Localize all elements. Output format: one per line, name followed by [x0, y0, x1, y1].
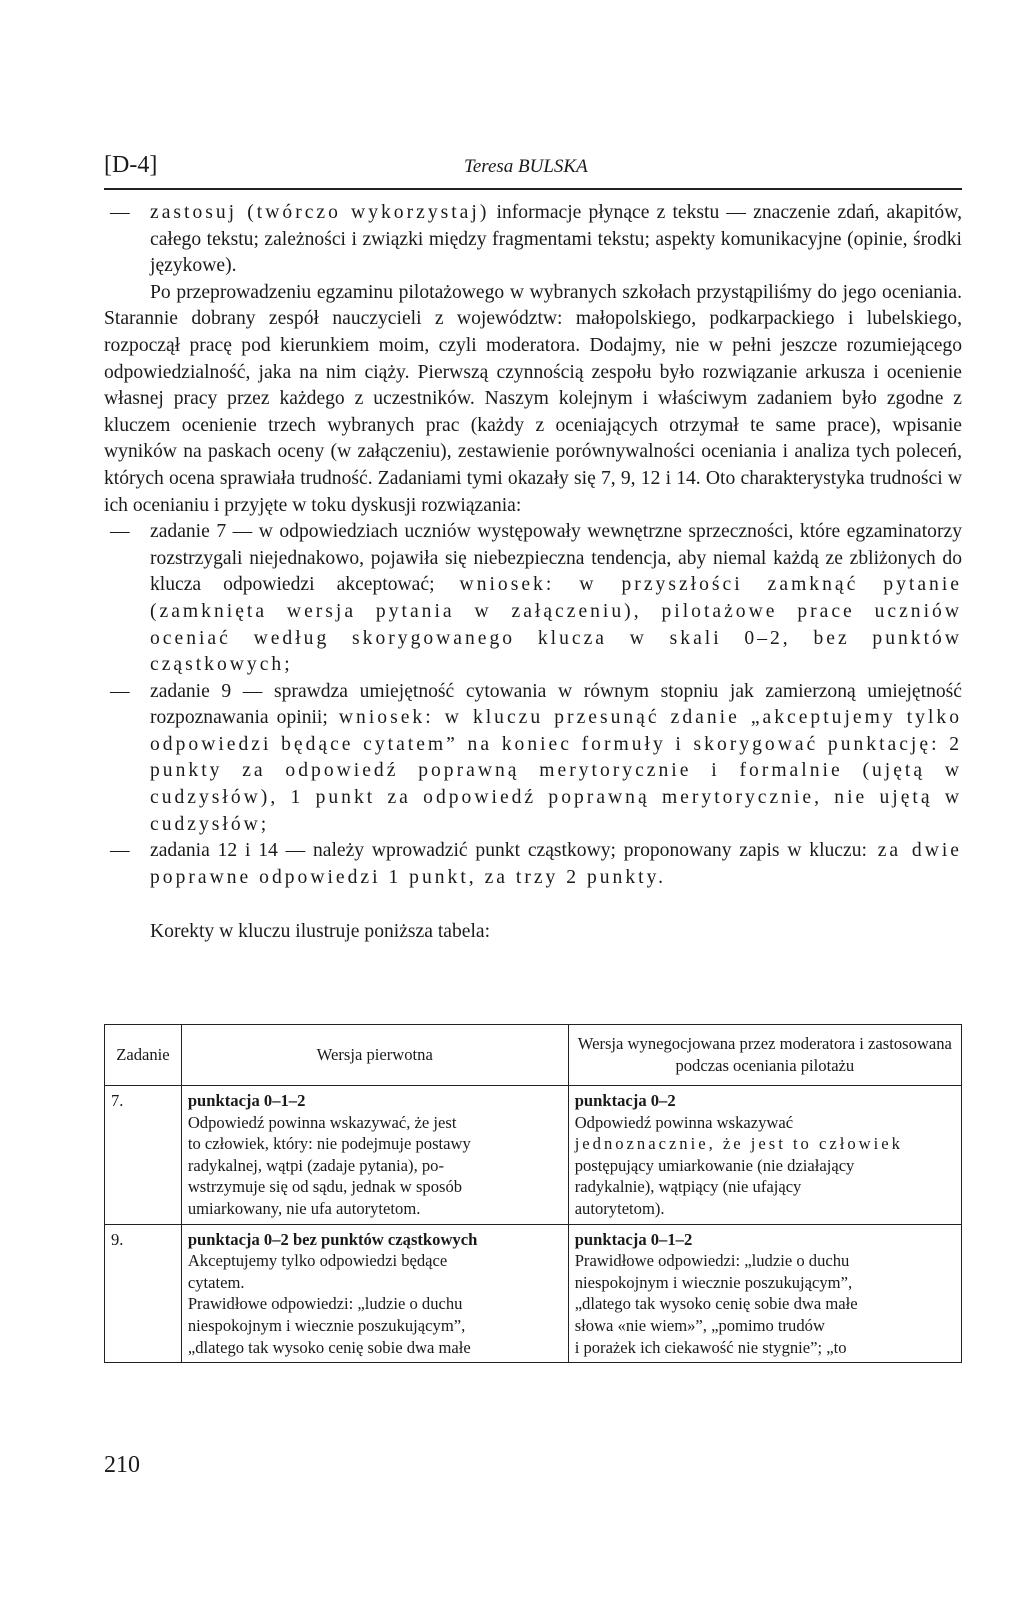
cell-line: jednoznacznie, że jest to człowiek	[574, 1134, 903, 1154]
cell-line: i porażek ich ciekawość nie stygnie”; „to	[574, 1337, 847, 1357]
bullet-item	[104, 679, 962, 839]
cell-zadanie: 9.	[105, 1224, 182, 1363]
bullet-dash: —	[110, 680, 130, 702]
cell-line: radykalnie), wątpiący (nie ufający	[574, 1177, 802, 1197]
cell-line: autorytetom).	[574, 1198, 665, 1218]
original-scoring: punktacja 0–1–2	[187, 1091, 306, 1110]
table-row	[105, 1086, 962, 1225]
cell-line: Odpowiedź powinna wskazywać	[574, 1112, 794, 1132]
cell-negotiated	[568, 1224, 961, 1363]
header-zadanie: Zadanie	[105, 1025, 182, 1086]
cell-line: niespokojnym i wiecznie poszukującym”,	[187, 1315, 466, 1335]
cell-line: słowa «nie wiem»”, „pomimo trudów	[574, 1315, 825, 1335]
cell-line: „dlatego tak wysoko cenię sobie dwa małe	[574, 1294, 858, 1314]
cell-line: postępujący umiarkowanie (nie działający	[574, 1155, 855, 1175]
cell-line: Akceptujemy tylko odpowiedzi będące	[187, 1251, 448, 1271]
negotiated-scoring: punktacja 0–2	[574, 1091, 676, 1110]
cell-line: Prawidłowe odpowiedzi: „ludzie o duchu	[187, 1294, 463, 1314]
bullet-dash: —	[110, 521, 130, 543]
bullet-text: informacje płynące z tekstu — znaczenie zdań, akapitów, całego tekstu; zależności i związki między fragmentami tekstu; aspekty komunikacyjne (opinie, środki językowe).	[150, 202, 962, 277]
spaced-text: wniosek: w przyszłości zamknąć pytanie (zamknięta wersja pytania w załączeniu), pilotażowe prace uczniów oceniać według skorygowanego klucza w skali 0–2, bez punktów cząstkowych;	[150, 574, 962, 676]
table-row	[105, 1224, 962, 1363]
bullet-dash: —	[110, 202, 130, 223]
author-name: Teresa BULSKA	[464, 156, 588, 177]
bullet-item	[104, 519, 962, 679]
cell-line: Prawidłowe odpowiedzi: „ludzie o duchu	[574, 1251, 850, 1271]
table-caption: Korekty w kluczu ilustruje poniższa tabela:	[150, 921, 491, 943]
header-wersja-wynegocjowana: Wersja wynegocjowana przez moderatora i zastosowana podczas oceniania pilotażu	[568, 1025, 961, 1086]
bullet-item	[104, 838, 962, 891]
cell-original	[181, 1224, 568, 1363]
page-number: 210	[104, 1452, 140, 1478]
cell-negotiated	[568, 1086, 961, 1225]
cell-line: „dlatego tak wysoko cenię sobie dwa małe	[187, 1337, 471, 1357]
bullet-text: zadanie 7 — w odpowiedziach uczniów występowały wewnętrzne sprzeczności, które egzaminatorzy rozstrzygali niejednakowo, pojawiła się niebezpieczna tendencja, aby niemal każdą ze zbliżonych do klucza odpowiedzi akceptować;	[150, 521, 962, 596]
corrections-table	[104, 1024, 962, 1363]
spaced-text: zastosuj (twórczo wykorzystaj)	[150, 202, 490, 223]
cell-line: Odpowiedź powinna wskazywać, że jest	[187, 1112, 457, 1132]
body-text	[104, 200, 962, 963]
cell-zadanie: 7.	[105, 1086, 182, 1225]
cell-line: cytatem.	[187, 1272, 245, 1292]
negotiated-scoring: punktacja 0–1–2	[574, 1229, 693, 1249]
cell-original	[181, 1086, 568, 1225]
section-label: [D-4]	[104, 152, 158, 178]
cell-line: umiarkowany, nie ufa autorytetom.	[187, 1198, 421, 1218]
bullet-dash: —	[110, 840, 130, 862]
paragraph: Po przeprowadzeniu egzaminu pilotażowego w wybranych szkołach przystąpiliśmy do jego oceniania. Starannie dobrany zespół nauczycieli z województw: małopolskiego, podkarpackiego i lubelskiego, rozpoczął pracę pod kierunkiem moim, czyli moderatora. Dodajmy, nie w pełni jeszcze rozumiejącego odpowiedzialność, jaka na nim ciąży. Pierwszą czynnością zespołu było rozwiązanie arkusza i ocenienie własnej pracy przez każdego z uczestników. Naszym kolejnym i właściwym zadaniem było zgodne z kluczem ocenienie trzech wybranych prac (każdy z oceniających otrzymał te same prace), wpisanie wyników na paskach oceny (w załączeniu), zestawienie porównywalności oceniania i analiza tych poleceń, których ocena sprawiała trudność. Zadaniami tymi okazały się 7, 9, 12 i 14. Oto charakterystyka trudności w ich ocenianiu i przyjęte w toku dyskusji rozwiązania:	[104, 281, 962, 516]
table-header-row	[105, 1025, 962, 1086]
header-wersja-pierwotna: Wersja pierwotna	[181, 1025, 568, 1086]
spaced-text: za dwie poprawne odpowiedzi 1 punkt, za trzy 2 punkty.	[150, 840, 963, 888]
bullet-text: zadanie 9 — sprawdza umiejętność cytowania w równym stopniu jak zamierzoną umiejętność rozpoznawania opinii;	[150, 680, 962, 729]
cell-line: wstrzymuje się od sądu, jednak w sposób	[187, 1177, 463, 1197]
bullet-text: zadania 12 i 14 — należy wprowadzić punkt cząstkowy; proponowany zapis w kluczu:	[150, 840, 867, 862]
cell-line: niespokojnym i wiecznie poszukującym”,	[574, 1272, 853, 1292]
cell-line: to człowiek, który: nie podejmuje postawy	[187, 1134, 471, 1154]
page-header	[104, 148, 962, 190]
bullet-item	[104, 200, 962, 280]
cell-line: radykalnej, wątpi (zadaje pytania), po-	[187, 1155, 444, 1175]
original-scoring: punktacja 0–2 bez punktów cząstkowych	[187, 1229, 478, 1249]
spaced-text: wniosek: w kluczu przesunąć zdanie „akceptujemy tylko odpowiedzi będące cytatem” na koniec formuły i skorygować punktację: 2 punkty za odpowiedź poprawną merytorycznie i formalnie (ujętą w cudzysłów), 1 punkt za odpowiedź poprawną merytorycznie, nie ujętą w cudzysłów;	[150, 707, 962, 835]
